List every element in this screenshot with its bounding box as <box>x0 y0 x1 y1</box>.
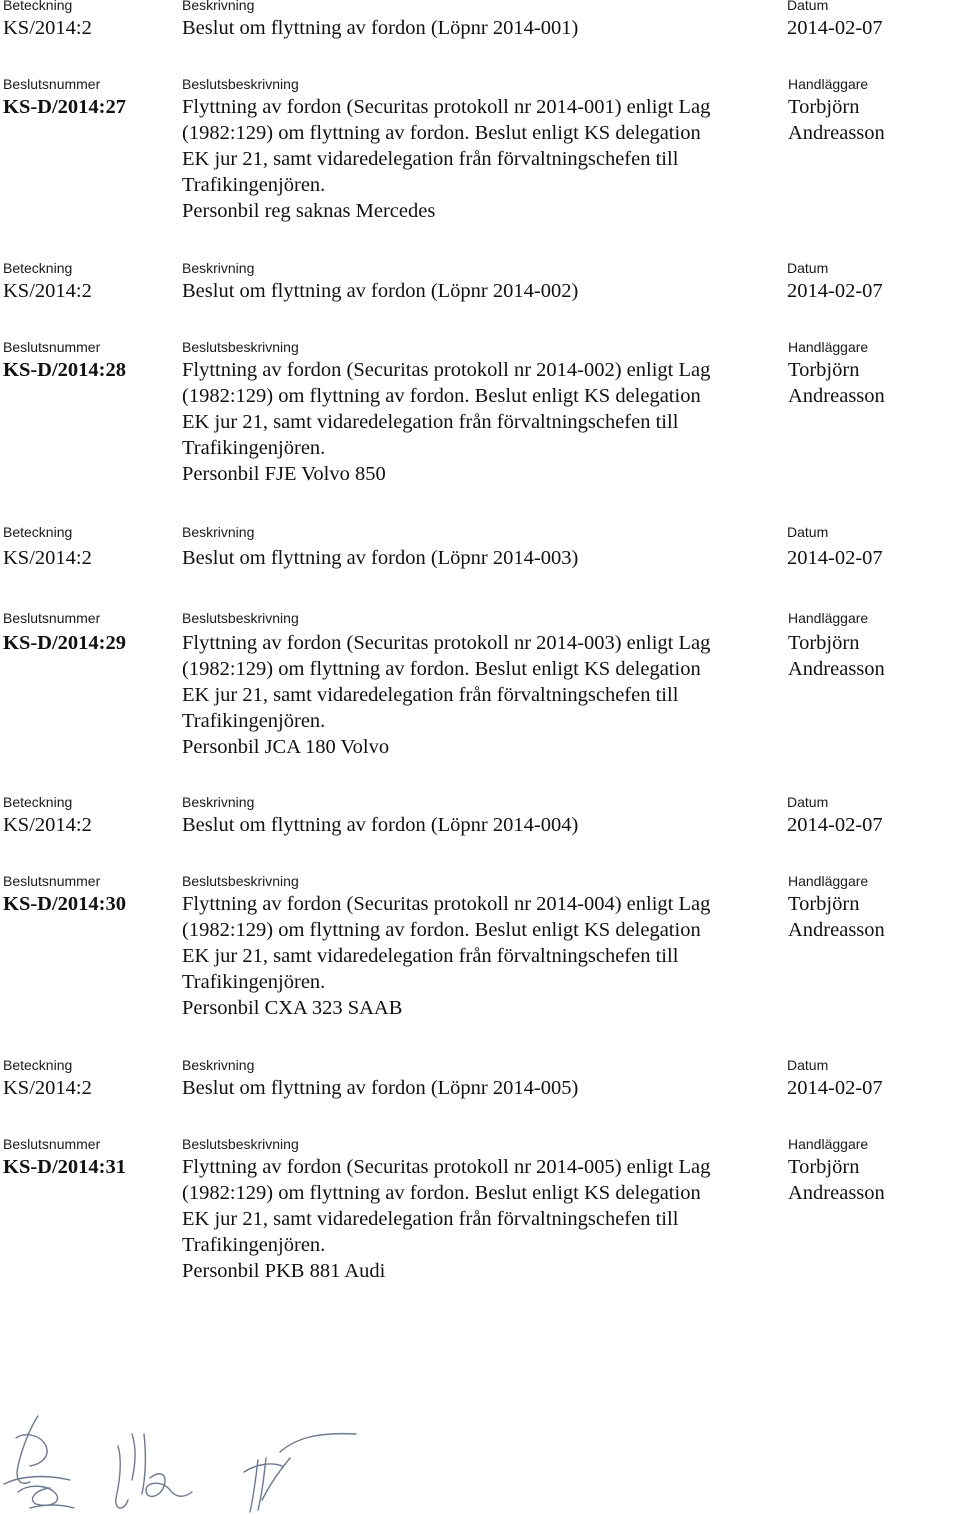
signature-1 <box>4 1416 74 1508</box>
beslutsnummer-label: Beslutsnummer <box>3 1136 101 1152</box>
beskrivning-label: Beskrivning <box>182 794 255 810</box>
beslutsbeskrivning-line: Flyttning av fordon (Securitas protokoll nr 2014-002) enligt Lag <box>182 359 711 381</box>
handlaggare-first-name: Torbjörn <box>788 359 860 381</box>
handlaggare-last-name: Andreasson <box>788 658 885 680</box>
handlaggare-first-name: Torbjörn <box>788 632 860 654</box>
beslutsbeskrivning-line: Trafikingenjören. <box>182 971 326 993</box>
beskrivning-value: Beslut om flyttning av fordon (Löpnr 2014-003) <box>182 547 579 569</box>
beslutsbeskrivning-line: EK jur 21, samt vidaredelegation från förvaltningschefen till <box>182 945 679 967</box>
beslutsnummer-value: KS-D/2014:29 <box>3 632 126 654</box>
datum-value: 2014-02-07 <box>787 1077 883 1099</box>
beslutsbeskrivning-label: Beslutsbeskrivning <box>182 76 299 92</box>
beslutsbeskrivning-line: EK jur 21, samt vidaredelegation från förvaltningschefen till <box>182 684 679 706</box>
beteckning-value: KS/2014:2 <box>3 547 92 569</box>
beskrivning-value: Beslut om flyttning av fordon (Löpnr 2014-005) <box>182 1077 579 1099</box>
datum-value: 2014-02-07 <box>787 280 883 302</box>
beteckning-label: Beteckning <box>3 524 73 540</box>
datum-label: Datum <box>787 260 829 276</box>
beslutsnummer-value: KS-D/2014:30 <box>3 893 126 915</box>
beslutsbeskrivning-line: EK jur 21, samt vidaredelegation från förvaltningschefen till <box>182 1208 679 1230</box>
datum-label: Datum <box>787 524 829 540</box>
vehicle-description: Personbil CXA 323 SAAB <box>182 997 403 1019</box>
beslutsbeskrivning-line: EK jur 21, samt vidaredelegation från förvaltningschefen till <box>182 411 679 433</box>
handlaggare-label: Handläggare <box>788 610 869 626</box>
beteckning-label: Beteckning <box>3 260 73 276</box>
beslutsnummer-value: KS-D/2014:27 <box>3 96 126 118</box>
beteckning-value: KS/2014:2 <box>3 814 92 836</box>
handlaggare-label: Handläggare <box>788 339 869 355</box>
beskrivning-label: Beskrivning <box>182 0 255 13</box>
beslutsnummer-label: Beslutsnummer <box>3 76 101 92</box>
beslutsbeskrivning-line: (1982:129) om flyttning av fordon. Beslut enligt KS delegation <box>182 1182 701 1204</box>
beteckning-label: Beteckning <box>3 794 73 810</box>
vehicle-description: Personbil PKB 881 Audi <box>182 1260 386 1282</box>
beslutsbeskrivning-line: Trafikingenjören. <box>182 710 326 732</box>
datum-label: Datum <box>787 1057 829 1073</box>
beteckning-label: Beteckning <box>3 1057 73 1073</box>
beskrivning-value: Beslut om flyttning av fordon (Löpnr 2014-004) <box>182 814 579 836</box>
beslutsbeskrivning-line: Trafikingenjören. <box>182 1234 326 1256</box>
beslutsbeskrivning-label: Beslutsbeskrivning <box>182 873 299 889</box>
beslutsbeskrivning-line: Trafikingenjören. <box>182 174 326 196</box>
beteckning-value: KS/2014:2 <box>3 17 92 39</box>
datum-value: 2014-02-07 <box>787 814 883 836</box>
handlaggare-last-name: Andreasson <box>788 1182 885 1204</box>
datum-value: 2014-02-07 <box>787 547 883 569</box>
handlaggare-label: Handläggare <box>788 1136 869 1152</box>
beteckning-value: KS/2014:2 <box>3 1077 92 1099</box>
handlaggare-last-name: Andreasson <box>788 385 885 407</box>
handlaggare-last-name: Andreasson <box>788 122 885 144</box>
handwritten-signatures <box>0 1400 400 1514</box>
signature-3 <box>244 1434 356 1512</box>
beslutsbeskrivning-label: Beslutsbeskrivning <box>182 339 299 355</box>
beslutsnummer-value: KS-D/2014:31 <box>3 1156 126 1178</box>
handlaggare-first-name: Torbjörn <box>788 893 860 915</box>
beslutsbeskrivning-label: Beslutsbeskrivning <box>182 610 299 626</box>
datum-label: Datum <box>787 794 829 810</box>
beslutsnummer-label: Beslutsnummer <box>3 339 101 355</box>
vehicle-description: Personbil JCA 180 Volvo <box>182 736 390 758</box>
beslutsbeskrivning-line: (1982:129) om flyttning av fordon. Beslut enligt KS delegation <box>182 658 701 680</box>
beslutsnummer-label: Beslutsnummer <box>3 610 101 626</box>
beskrivning-label: Beskrivning <box>182 1057 255 1073</box>
beteckning-value: KS/2014:2 <box>3 280 92 302</box>
beslutsbeskrivning-line: Flyttning av fordon (Securitas protokoll nr 2014-004) enligt Lag <box>182 893 711 915</box>
datum-value: 2014-02-07 <box>787 17 883 39</box>
handlaggare-last-name: Andreasson <box>788 919 885 941</box>
beslutsbeskrivning-line: (1982:129) om flyttning av fordon. Beslut enligt KS delegation <box>182 919 701 941</box>
beslutsnummer-label: Beslutsnummer <box>3 873 101 889</box>
beslutsbeskrivning-line: (1982:129) om flyttning av fordon. Beslut enligt KS delegation <box>182 385 701 407</box>
signature-2 <box>116 1434 192 1508</box>
beslutsbeskrivning-line: (1982:129) om flyttning av fordon. Beslut enligt KS delegation <box>182 122 701 144</box>
beskrivning-value: Beslut om flyttning av fordon (Löpnr 2014-001) <box>182 17 579 39</box>
beteckning-label: Beteckning <box>3 0 73 13</box>
handlaggare-first-name: Torbjörn <box>788 1156 860 1178</box>
vehicle-description: Personbil FJE Volvo 850 <box>182 463 386 485</box>
beslutsbeskrivning-line: Flyttning av fordon (Securitas protokoll nr 2014-005) enligt Lag <box>182 1156 711 1178</box>
datum-label: Datum <box>787 0 829 13</box>
beslutsnummer-value: KS-D/2014:28 <box>3 359 126 381</box>
beslutsbeskrivning-line: Flyttning av fordon (Securitas protokoll nr 2014-003) enligt Lag <box>182 632 711 654</box>
beslutsbeskrivning-label: Beslutsbeskrivning <box>182 1136 299 1152</box>
beskrivning-value: Beslut om flyttning av fordon (Löpnr 2014-002) <box>182 280 579 302</box>
handlaggare-first-name: Torbjörn <box>788 96 860 118</box>
vehicle-description: Personbil reg saknas Mercedes <box>182 200 436 222</box>
beslutsbeskrivning-line: Flyttning av fordon (Securitas protokoll nr 2014-001) enligt Lag <box>182 96 711 118</box>
handlaggare-label: Handläggare <box>788 76 869 92</box>
beslutsbeskrivning-line: Trafikingenjören. <box>182 437 326 459</box>
beskrivning-label: Beskrivning <box>182 260 255 276</box>
beskrivning-label: Beskrivning <box>182 524 255 540</box>
handlaggare-label: Handläggare <box>788 873 869 889</box>
beslutsbeskrivning-line: EK jur 21, samt vidaredelegation från förvaltningschefen till <box>182 148 679 170</box>
